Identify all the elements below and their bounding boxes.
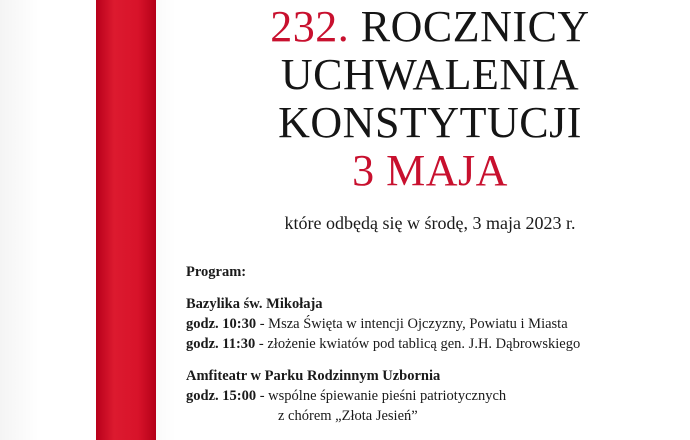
program-item-continuation: z chórem „Złota Jesień” <box>278 408 418 424</box>
program-item-time: godz. 15:00 <box>186 388 257 404</box>
program-item-text: - Msza Święta w intencji Ojczyzny, Powiatu i Miasta <box>256 316 568 332</box>
program-item-time: godz. 10:30 <box>186 316 257 332</box>
program-item <box>186 334 676 354</box>
heading-word-rocznicy: ROCZNICY <box>360 2 590 51</box>
event-date-subtitle: które odbędą się w środę, 3 maja 2023 r. <box>284 213 576 233</box>
flag-ribbon-red-band <box>96 0 156 440</box>
flag-ribbon-white-band <box>0 0 96 440</box>
heading-line-4: 3 MAJA <box>352 146 508 195</box>
program-item <box>186 386 676 406</box>
program-item-text: - wspólne śpiewanie pieśni patriotycznych <box>256 388 507 404</box>
anniversary-number: 232. <box>270 2 350 51</box>
flag-ribbon <box>0 0 200 440</box>
heading-line-1 <box>200 4 660 50</box>
heading-line-2: UCHWALENIA <box>280 50 580 99</box>
heading-line-3: KONSTYTUCJI <box>278 98 582 147</box>
venue-name: Bazylika św. Mikołaja <box>186 296 323 312</box>
program-item-time: godz. 11:30 <box>186 336 256 352</box>
venue-name: Amfiteatr w Parku Rodzinnym Uzbornia <box>186 368 441 384</box>
program-item <box>186 314 676 334</box>
program-section <box>186 262 676 426</box>
program-label: Program: <box>186 264 247 280</box>
program-item-text: - złożenie kwiatów pod tablicą gen. J.H. Dąbrowskiego <box>255 336 581 352</box>
